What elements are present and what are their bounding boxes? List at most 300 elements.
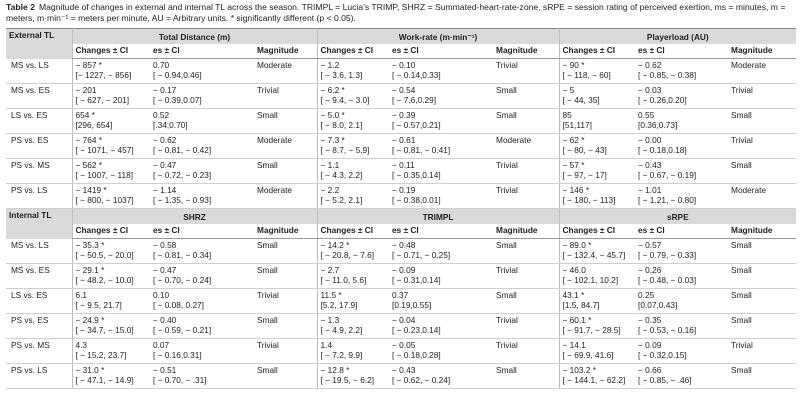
cell-value: − 14.1 [562, 340, 586, 350]
cell-value: Small [731, 315, 752, 325]
cell-interval: [ − 0.18,0.18] [638, 145, 687, 155]
cell-value: − 0.54 [392, 85, 416, 95]
cell-interval: [1.5, 84.7] [562, 300, 600, 310]
cell-interval: [ − 180, − 113] [562, 195, 616, 205]
group-header: Playerload (AU) [559, 29, 796, 45]
table-cell [254, 314, 317, 339]
cell-value: − 201 [75, 85, 97, 95]
cell-value: − 2.7 [320, 265, 340, 275]
table-cell [254, 239, 317, 264]
table-cell [728, 184, 796, 209]
cell-value: − 0.09 [638, 340, 662, 350]
cell-value: − 0.43 [638, 160, 662, 170]
cell-value: − 24.9 * [75, 315, 105, 325]
table-cell [72, 289, 150, 314]
table-cell [72, 84, 150, 109]
table-cell [728, 84, 796, 109]
cell-value: − 0.09 [392, 265, 416, 275]
cell-value: Small [257, 160, 278, 170]
comparison-label: PS vs. MS [6, 339, 72, 364]
cell-value: 0.55 [638, 110, 655, 120]
group-header: SHRZ [72, 209, 317, 225]
table-cell [493, 59, 559, 84]
comparison-label: LS vs. ES [6, 289, 72, 314]
cell-value: Trivial [496, 185, 518, 195]
section-header-row [6, 29, 796, 45]
cell-interval: [ − 0.79, − 0.33] [638, 250, 697, 260]
cell-value: − 0.47 [153, 160, 177, 170]
table-cell [635, 184, 728, 209]
comparison-label: PS vs. LS [6, 184, 72, 209]
cell-interval: [ − 5.2, 2.1] [320, 195, 363, 205]
table-cell [317, 239, 389, 264]
table-cell [559, 59, 635, 84]
table-cell [728, 364, 796, 389]
cell-interval: [ − 0.71, − 0.25] [392, 250, 451, 260]
data-table [6, 28, 796, 389]
table-cell [150, 264, 254, 289]
table-cell [254, 289, 317, 314]
table-cell [559, 84, 635, 109]
table-cell [317, 159, 389, 184]
cell-value: − 89.0 * [562, 240, 592, 250]
cell-interval: [ − 3.6, 1.3] [320, 70, 363, 80]
comparison-label: LS vs. ES [6, 109, 72, 134]
cell-interval: [ − 0.81, − 0.42] [153, 145, 212, 155]
cell-value: 654 * [75, 110, 95, 120]
table-cell [559, 364, 635, 389]
cell-value: − 0.39 [392, 110, 416, 120]
cell-interval: [ − 0.38,0.01] [392, 195, 441, 205]
table-cell [559, 239, 635, 264]
column-header: Magnitude [493, 224, 559, 239]
cell-interval: [ − 8.0, 2.1] [320, 120, 363, 130]
subheader-row [6, 44, 796, 59]
cell-value: − 0.17 [153, 85, 177, 95]
cell-value: Moderate [257, 185, 293, 195]
cell-value: − 1.14 [153, 185, 177, 195]
column-header: es ± CI [635, 44, 728, 59]
table-cell [150, 289, 254, 314]
table-row [6, 339, 796, 364]
group-header: Total Distance (m) [72, 29, 317, 45]
group-header: TRIMPL [317, 209, 559, 225]
cell-value: Small [731, 265, 752, 275]
column-header: Changes ± CI [317, 224, 389, 239]
table-row [6, 184, 796, 209]
cell-interval: [ − 0.85, − .46] [638, 375, 692, 385]
table-cell [728, 289, 796, 314]
comparison-label: MS vs. LS [6, 59, 72, 84]
cell-interval: [ − 0.14,0.33] [392, 70, 441, 80]
cell-interval: [296, 654] [75, 120, 113, 130]
table-cell [317, 289, 389, 314]
table-cell [72, 134, 150, 159]
table-cell [559, 289, 635, 314]
cell-interval: [ − 627, − 201] [75, 95, 130, 105]
table-cell [72, 159, 150, 184]
cell-value: − 0.03 [638, 85, 662, 95]
cell-value: Small [731, 110, 752, 120]
table-row [6, 84, 796, 109]
cell-interval: [ − 0.85, − 0.38] [638, 70, 697, 80]
cell-value: Small [731, 365, 752, 375]
cell-value: Small [257, 365, 278, 375]
table-cell [559, 159, 635, 184]
cell-value: − 31.0 * [75, 365, 105, 375]
table-cell [559, 314, 635, 339]
cell-value: Trivial [257, 85, 279, 95]
table-cell [389, 289, 493, 314]
table-cell [493, 109, 559, 134]
cell-value: − 60.1 * [562, 315, 592, 325]
cell-value: − 0.57 [638, 240, 662, 250]
cell-interval: [ − 20.8, − 7.6] [320, 250, 375, 260]
table-cell [493, 289, 559, 314]
table-cell [728, 264, 796, 289]
table-cell [254, 109, 317, 134]
cell-value: Trivial [496, 160, 518, 170]
table-body [6, 29, 796, 389]
table-row [6, 109, 796, 134]
cell-interval: [ − 7.2, 9.9] [320, 350, 363, 360]
cell-interval: [ − 4.9, 2.2] [320, 325, 363, 335]
section-header-row [6, 209, 796, 225]
caption-text: Magnitude of changes in external and internal TL across the season. TRIMPL = Lucia’s TRIMP, SHRZ = Summated-heart-rate-zone, sRPE = session rating of perceived exertion, ms = minutes, m = meters, m·min⁻¹ = meters per minute, AU = Arbitrary units. * significantly different (p < 0.05). [6, 2, 786, 23]
table-row [6, 159, 796, 184]
cell-value: Trivial [731, 135, 753, 145]
table-cell [72, 184, 150, 209]
cell-value: − 1419 * [75, 185, 107, 195]
cell-interval: [ − 44, 35] [562, 95, 600, 105]
cell-value: − 0.47 [153, 265, 177, 275]
cell-value: 0.52 [153, 110, 170, 120]
table-cell [254, 84, 317, 109]
cell-value: − 7.3 * [320, 135, 345, 145]
cell-interval: [ − 0.70, − 0.24] [153, 275, 212, 285]
cell-interval: [ − 48.2, − 10.0] [75, 275, 134, 285]
table-cell [493, 84, 559, 109]
table-cell [389, 159, 493, 184]
table-cell [635, 159, 728, 184]
table-cell [635, 264, 728, 289]
cell-interval: [ − 7.6,0.29] [392, 95, 437, 105]
cell-interval: [0.36,0.73] [638, 120, 678, 130]
table-cell [389, 84, 493, 109]
cell-value: 0.25 [638, 290, 655, 300]
table-cell [635, 109, 728, 134]
cell-value: − 1.01 [638, 185, 662, 195]
cell-value: Moderate [731, 60, 767, 70]
column-header: Changes ± CI [317, 44, 389, 59]
cell-value: 85 [562, 110, 572, 120]
table-cell [728, 134, 796, 159]
cell-interval: [ − 1.35, − 0.93] [153, 195, 212, 205]
cell-value: Small [257, 240, 278, 250]
table-cell [635, 314, 728, 339]
cell-value: − 0.62 [638, 60, 662, 70]
table-cell [254, 184, 317, 209]
table-cell [389, 239, 493, 264]
cell-value: Small [731, 290, 752, 300]
cell-value: − 57 * [562, 160, 585, 170]
cell-value: − 5 [562, 85, 575, 95]
cell-value: 6.1 [75, 290, 88, 300]
cell-value: Moderate [496, 135, 532, 145]
cell-value: Trivial [496, 60, 518, 70]
table-cell [317, 59, 389, 84]
cell-value: Small [496, 365, 517, 375]
table-cell [389, 134, 493, 159]
group-header: Work-rate (m·min⁻¹) [317, 29, 559, 45]
table-cell [150, 184, 254, 209]
table-cell [254, 339, 317, 364]
cell-interval: [ − 50.5, − 20.0] [75, 250, 134, 260]
cell-value: Small [731, 160, 752, 170]
section-label: External TL [6, 29, 72, 59]
cell-value: 0.37 [392, 290, 409, 300]
table-cell [254, 159, 317, 184]
group-header: sRPE [559, 209, 796, 225]
cell-value: − 103.2 * [562, 365, 596, 375]
table-cell [728, 314, 796, 339]
cell-interval: [ − 0.70, − .31] [153, 375, 207, 385]
cell-interval: [ − 0.81, − 0.34] [153, 250, 212, 260]
cell-value: − 29.1 * [75, 265, 105, 275]
cell-value: Small [257, 315, 278, 325]
cell-interval: [ − 0.62, − 0.24] [392, 375, 451, 385]
cell-value: − 562 * [75, 160, 103, 170]
cell-value: − 5.0 * [320, 110, 345, 120]
cell-interval: [ − 0.72, − 0.23] [153, 170, 212, 180]
table-cell [254, 59, 317, 84]
column-header: Magnitude [728, 224, 796, 239]
cell-value: − 1.3 [320, 315, 340, 325]
cell-interval: [ − 0.48, − 0.03] [638, 275, 697, 285]
table-cell [728, 59, 796, 84]
cell-interval: [ − 0.23,0.14] [392, 325, 441, 335]
table-row [6, 264, 796, 289]
cell-value: Small [496, 290, 517, 300]
table-cell [72, 339, 150, 364]
table-row [6, 314, 796, 339]
cell-value: − 14.2 * [320, 240, 350, 250]
cell-interval: [ − 0.59, − 0.21] [153, 325, 212, 335]
table-cell [389, 264, 493, 289]
cell-interval: [ − 19.5, − 6.2] [320, 375, 375, 385]
cell-value: 0.07 [153, 340, 170, 350]
cell-value: − 0.35 [638, 315, 662, 325]
table-caption [6, 2, 796, 24]
table-cell [493, 184, 559, 209]
table-cell [389, 314, 493, 339]
cell-value: − 6.2 * [320, 85, 345, 95]
table-cell [728, 109, 796, 134]
cell-interval: [ − 11.0, 5.6] [320, 275, 367, 285]
cell-value: − 2.2 [320, 185, 340, 195]
cell-value: − 764 * [75, 135, 103, 145]
cell-value: − 0.05 [392, 340, 416, 350]
cell-interval: [ − 1071, − 457] [75, 145, 134, 155]
cell-value: − 35.3 * [75, 240, 105, 250]
cell-interval: [− 1227, − 856] [75, 70, 132, 80]
table-cell [493, 339, 559, 364]
subheader-row [6, 224, 796, 239]
cell-interval: [5.2, 17.9] [320, 300, 358, 310]
cell-interval: [ − 9.4, − 3.0] [320, 95, 370, 105]
table-row [6, 134, 796, 159]
table-cell [635, 239, 728, 264]
cell-interval: [ − 1007, − 118] [75, 170, 134, 180]
table-cell [728, 339, 796, 364]
cell-value: 11.5 * [320, 290, 342, 300]
table-cell [728, 159, 796, 184]
cell-interval: [ − 0.53, − 0.16] [638, 325, 697, 335]
cell-value: − 0.26 [638, 265, 662, 275]
cell-value: − 0.58 [153, 240, 177, 250]
comparison-label: MS vs. LS [6, 239, 72, 264]
cell-interval: [ − 0.31,0.14] [392, 275, 441, 285]
comparison-label: PS vs. LS [6, 364, 72, 389]
cell-interval: [0.07,0.43] [638, 300, 678, 310]
cell-interval: [ − 144.1, − 62.2] [562, 375, 626, 385]
column-header: es ± CI [389, 224, 493, 239]
cell-value: Trivial [496, 265, 518, 275]
cell-value: − 62 * [562, 135, 585, 145]
cell-interval: [ − 0.39,0.07] [153, 95, 202, 105]
cell-interval: [ − 132.4, − 45.7] [562, 250, 626, 260]
cell-value: Trivial [731, 340, 753, 350]
table-cell [150, 239, 254, 264]
table-cell [635, 84, 728, 109]
table-cell [150, 84, 254, 109]
cell-interval: [ − 0.67, − 0.19] [638, 170, 697, 180]
cell-interval: [ − 800, − 1037] [75, 195, 134, 205]
table-cell [389, 184, 493, 209]
table-cell [635, 339, 728, 364]
cell-interval: [ − 8.7, − 5.9] [320, 145, 370, 155]
cell-interval: [ − 4.3, 2.2] [320, 170, 363, 180]
column-header: Magnitude [254, 44, 317, 59]
cell-interval: [ − 118, − 60] [562, 70, 611, 80]
cell-value: − 0.48 [392, 240, 416, 250]
column-header: Magnitude [254, 224, 317, 239]
table-cell [389, 364, 493, 389]
column-header: Magnitude [493, 44, 559, 59]
table-cell [72, 239, 150, 264]
cell-interval: [ − 97, − 17] [562, 170, 607, 180]
cell-interval: [ − 102.1, 10.2] [562, 275, 619, 285]
cell-value: Small [731, 240, 752, 250]
cell-value: Trivial [496, 340, 518, 350]
cell-value: − 0.19 [392, 185, 416, 195]
table-cell [150, 314, 254, 339]
table-cell [317, 84, 389, 109]
table-cell [635, 134, 728, 159]
table-cell [150, 339, 254, 364]
caption-label: Table 2 [6, 2, 35, 12]
cell-interval: [ − 0.35,0.14] [392, 170, 441, 180]
table-cell [493, 239, 559, 264]
column-header: es ± CI [389, 44, 493, 59]
table-cell [635, 59, 728, 84]
table-cell [72, 59, 150, 84]
cell-interval: [51,117] [562, 120, 592, 130]
cell-value: − 12.8 * [320, 365, 350, 375]
comparison-label: PS vs. ES [6, 134, 72, 159]
cell-interval: [ − 1.21, − 0.80] [638, 195, 697, 205]
cell-value: − 0.62 [153, 135, 177, 145]
table-cell [72, 364, 150, 389]
table-cell [150, 109, 254, 134]
cell-value: Trivial [257, 290, 279, 300]
column-header: es ± CI [150, 224, 254, 239]
cell-value: 1.4 [320, 340, 333, 350]
cell-value: − 0.66 [638, 365, 662, 375]
cell-value: Trivial [257, 340, 279, 350]
table-row [6, 364, 796, 389]
table-cell [72, 314, 150, 339]
comparison-label: MS vs. ES [6, 84, 72, 109]
cell-value: − 857 * [75, 60, 103, 70]
table-row [6, 239, 796, 264]
cell-value: 43.1 * [562, 290, 585, 300]
table-cell [389, 109, 493, 134]
table-row [6, 289, 796, 314]
cell-value: − 0.51 [153, 365, 177, 375]
table-cell [559, 339, 635, 364]
table-cell [72, 264, 150, 289]
table-cell [389, 59, 493, 84]
table-cell [150, 134, 254, 159]
cell-value: Small [496, 110, 517, 120]
column-header: Changes ± CI [559, 224, 635, 239]
cell-interval: [ − 0.94,0.46] [153, 70, 202, 80]
cell-value: Small [257, 265, 278, 275]
column-header: Changes ± CI [72, 44, 150, 59]
cell-interval: [.34,0.70] [153, 120, 188, 130]
cell-value: Small [257, 110, 278, 120]
table-cell [254, 134, 317, 159]
table-cell [493, 364, 559, 389]
table-cell [317, 184, 389, 209]
table-cell [72, 109, 150, 134]
table-row [6, 59, 796, 84]
table-cell [728, 239, 796, 264]
cell-value: Trivial [496, 315, 518, 325]
table-cell [317, 314, 389, 339]
cell-interval: [ − 0.57,0.21] [392, 120, 441, 130]
table-cell [317, 364, 389, 389]
cell-value: 0.70 [153, 60, 170, 70]
table-cell [635, 289, 728, 314]
table-cell [150, 364, 254, 389]
cell-value: − 1.2 [320, 60, 340, 70]
table-cell [317, 339, 389, 364]
cell-value: − 146 * [562, 185, 590, 195]
cell-value: − 0.00 [638, 135, 662, 145]
cell-value: − 0.40 [153, 315, 177, 325]
comparison-label: MS vs. ES [6, 264, 72, 289]
table-cell [389, 339, 493, 364]
table-cell [493, 159, 559, 184]
cell-interval: [ − 80, − 43] [562, 145, 607, 155]
table-cell [150, 59, 254, 84]
table-cell [559, 134, 635, 159]
cell-interval: [ − 0.81, − 0.41] [392, 145, 451, 155]
table-cell [635, 364, 728, 389]
cell-value: Small [496, 240, 517, 250]
